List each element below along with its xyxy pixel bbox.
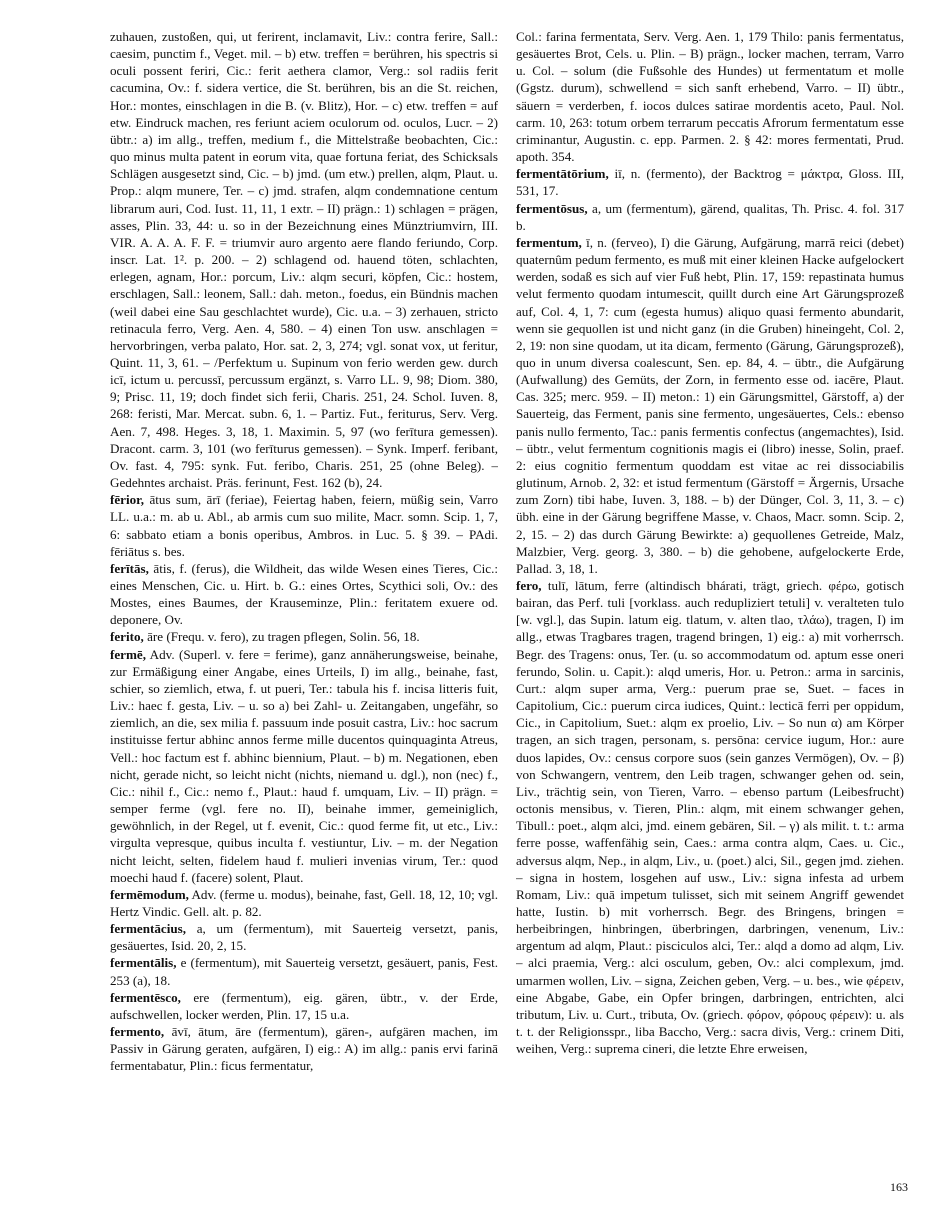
entry-text: zuhauen, zustoßen, qui, ut ferirent, inclamavit, Liv.: contra ferire, Sall.: caesim, punctim f., Veget. mil. – b) etw. treffen = berühren, his spectris si oculi possent feriri, Cic.: ferit aethera clamor, Verg.: sol radiis ferit cacumina, Ov.: f. sidera vertice, die St. berühren, bis an die St. reichen, Hor.: montes, einschlagen in die B. (v. Blitz), Hor. – c) etw. treffen = auf etw. Eindruck machen, res feriunt aciem oculorum od. oculos, Lucr. – 2) übtr.: a) im allg., treffen, medium f., die Mittelstraße beobachten, Cic.: quo minus multa patent in eorum vita, quae fortuna feriat, des Schicksals Schlägen ausgesetzt sind, Cic. – b) jmd. (um etw.) prellen, alqm, Plaut. u. Prop.: alqm munere, Ter. – c) jmd. strafen, alqm condemnatione centum librarum auri, Cod. Iust. 11, 11, 1 extr. – II) prägn.: 1) schlagen = prägen, asses, Plin. 33, 44: u. so in der Bezeichnung eines Münztriumvirn, III. VIR. A. A. A. F. F. = triumvir auro argento aere flando feriundo, Corp. inscr. Lat. 1². p. 200. – 2) schlagend od. hauend töten, schlachten, erlegen, agnam, Hor.: porcum, Liv.: alqm securi, köpfen, Cic.: hostem, erschlagen, Sall.: leonem, Sall.: dah. meton., foedus, ein Bündnis machen (weil dabei eine Sau geschlachtet wurde), Cic. u.a. – 3) zerhauen, stricto retinacula ferro, Verg. Aen. 4, 580. – 4) einen Ton usw. anschlagen = hervorbringen, verba palato, Hor. sat. 2, 3, 274; vgl. sonat vox, ut feritur, Quint. 11, 3, 61. – /Perfektum u. Supinum von ferio werden gew. durch icī, ictum u. percussī, percussum ergänzt, s. Varro LL. 9, 98; Diom. 380, 9; Prisc. 11, 19; doch findet sich ferii, Charis. 251, 24. Schol. Iuven. 8, 268: feristi, Mar. Mercat. subn. 6, 1. – Partiz. Fut., feriturus, Serv. Verg. Aen. 7, 498. Heges. 3, 18, 1. Maximin. 5, 97 (wo ferītura gemessen). Dracont. carm. 3, 101 (wo ferīturus gemessen). – Synk. Imperf. feribant, Ov. fast. 4, 795: synk. Fut. feribo, Charis. 251, 25 (ohne Beleg). – Gedehntes archaist. Präs. ferinunt, Fest. 162 (b), 24. xyxy=(110,29,498,491)
dictionary-entry xyxy=(516,165,904,199)
dictionary-entry xyxy=(110,646,498,886)
dictionary-entry xyxy=(110,954,498,988)
dictionary-entry xyxy=(516,234,904,577)
entry-headword: fērior, xyxy=(110,492,145,508)
entry-headword: fermentālis, xyxy=(110,955,177,971)
entry-headword: ferito, xyxy=(110,629,144,645)
entry-text: a, um (fermentum), gärend, qualitas, Th. Prisc. 4. fol. 317 b. xyxy=(516,200,904,233)
entry-text: tulī, lātum, ferre (altindisch bhárati, trägt, griech. φέρω, gotisch bairan, das Perf. tuli [vorklass. auch redupliziert tetuli] v. veralteten tulo [w. vgl.], das Supin. latum eig. tlatum, v. alten tlao, τλάω), tragen, I) im allg., etwas Tragbares tragen, tragend bringen, 1) eig.: a) mit vorherrsch. Begr. des Tragens: onus, Ter. (u. so accommodatum od. aptum esse oneri ferundo, Solin. u. Capit.): alqd umeris, Hor. u. Petron.: arma in sarcinis, Curt.: alqm super arma, Verg.: puerum prae se, Suet. – faces in Capitolium, Cic.: puerum circa iudices, Quint.: lecticā ferri per oppidum, Cic., in Capitolium, Suet.: alqm ex proelio, Liv. – So nun α) am Körper tragen, an sich tragen, personam, s. persōna: cervice iugum, Hor.: aure duos lapides, Ov.: census corpore suos (sein ganzes Vermögen), Ov. – β) von Schwangern, ventrem, den Leib tragen, schwanger gehen od. sein, Liv., trächtig sein, von Tieren, Varro. – ebenso partum (Leibesfrucht) octonis mensibus, v. Tieren, Plin.: alqm, mit einem schwanger gehen, Tibull.: poet., alqm alci, jmd. einem gebären, Sil. – γ) als milit. t. t.: arma ferre posse, waffenfähig sein, Caes.: arma contra alqm, Caes. u. Cic., adversus alqm, Nep., in alqm, Liv., u. (poet.) alci, Sil., gegen jmd. ziehen. – signa in hostem, losgehen auf usw., Liv.: signa infesta ad urbem Romam, Liv.: quā impetum tulisset, sich mit seinem Angriff gewendet hatte, Iustin. b) mit vorherrsch. Begr. des Bringens, bringen = herbeibringen, hinbringen, überbringen, darbringen, venenum, Liv.: argentum ad alqm, Plaut.: pisciculos alci, Ter.: alqd a domo ad alqm, Liv. – alci praemia, Verg.: alci osculum, geben, Ov.: alci complexum, jmd. umarmen wollen, Liv. – signa, Zeichen geben, Verg. – u. bes., wie φέρειν, eine Abgabe, Gabe, ein Opfer bringen, darbringen, entrichten, alci tributum, Liv. u. Curt., tributa, Ov. (griech. φόρον, φόρους φέρειν): u. als t. t. der Religionsspr., liba Baccho, Verg.: sacra divis, Verg.: crinem Diti, weihen, Verg.: suprema cineri, die letzte Ehre erweisen, xyxy=(516,578,904,1057)
dictionary-entry xyxy=(110,560,498,629)
entry-headword: fermentōsus, xyxy=(516,200,588,216)
dictionary-entry xyxy=(110,491,498,560)
right-column xyxy=(516,28,904,1178)
page-number: 163 xyxy=(890,1180,908,1194)
dictionary-entry xyxy=(516,200,904,234)
entry-headword: fermentācius, xyxy=(110,921,186,937)
entry-text: ātis, f. (ferus), die Wildheit, das wilde Wesen eines Tieres, Cic.: eines Menschen, Cic. u. Hirt. b. G.: eines Ortes, Scythici soli, Ov.: des Mostes, eines Baumes, der Krauseminze, Plin.: feritatem exuere od. deponere, Ov. xyxy=(110,560,498,628)
entry-text: ī, n. (ferveo), I) die Gärung, Aufgärung, marrā reici (debet) quaternûm pedum fermento, es muß mit einer kleinen Hacke aufgelockert werden, sodaß es sich auf vier Fuß hebt, Plin. 17, 159: repastinata humus velut fermento quodam intumescit, quillt durch eine Art Gärungsprozeß auf, Col. 4, 1, 7: cum (egesta humus) aliquo quasi fermento abundarit, wenn sie gequollen ist und nicht ganz (in die Gruben) hineingeht, Col. 2, 2, 19: non sine quodam, ut ita dicam, fermento (Gärung, Gärungsprozeß), quo in unum diversa coalescunt, Sen. ep. 84, 4. – übtr., die Aufgärung (Aufwallung) des Gemüts, der Zorn, in fermento esse od. iacēre, Plaut. Cas. 325; merc. 959. – II) meton.: 1) ein Gärungsmittel, Gärstoff, a) der Sauerteig, das Ferment, panis sine fermento, ungesäuertes, Cels.: ebenso panis nullo fermento, Tac.: panis fermentis confectus (angemachtes), Isid. – übtr., velut fermentum cognitionis magis ei (libro) inesse, Solin, praef. 2: eius cognitio fermentum quoddam est vitae ac rei dissociabilis glutinum, Arnob. 2, 32: et istud fermentum (Gärstoff = Ärgernis, Ursache zum Zorn) tibi habe, Iuven. 3, 188. – b) der Dünger, Col. 3, 11, 3. – c) übh. eine in der Gärung begriffene Masse, v. Chaos, Macr. somn. Scip. 2, 2, 15. – 2) das durch Gärung Bewirkte: a) gequollenes Getreide, Malz, Malzbier, Verg. georg. 3, 380. – b) die gehobene, aufgelockerte Erde, Pallad. 3, 18, 1. xyxy=(516,234,904,576)
entry-text: Adv. (Superl. v. fere = ferime), ganz annäherungsweise, beinahe, zur Ermäßigung einer Angabe, eines Urteils, I) im allg., beinahe, fast, schier, so ziemlich, etwa, f. ut pueri, Ter.: tabula his f. incisa litteris fuit, Liv.: haec f. gesta, Liv. – u. so a) bei Zahl- u. Zeitangaben, ungefähr, so ziemlich, an die, sex milia f. passuum inde posuit castra, Liv.: hoc sacrum instituisse fertur abhinc annos ferme mille ducentos quinquaginta Atreus, Vell.: hoc factum est f. abhinc biennium, Plaut. – b) m. Negationen, eben nicht, gerade nicht, so leicht nicht (nichts, niemand u. dgl.), non (nec) f., Cic.: nihil f., Cic.: nemo f., Plaut.: haud f. umquam, Liv. – II) prägn. = semper ferme (vgl. fere no. II), beinahe immer, gemeiniglich, gewöhnlich, in der Regel, ut f. evenit, Cic.: quod ferme fit, ut etc., Liv.: virgulta vepresque, quibus inculta f. vestiuntur, Liv. – m. der Negation nicht leicht, selten, fidelem haud f. mulieri invenias virum, Ter.: quod moechi haud f. (facere) solent, Plaut. xyxy=(110,646,498,885)
entry-text: Col.: farina fermentata, Serv. Verg. Aen. 1, 179 Thilo: panis fermentatus, gesäuertes Brot, Cels. u. Plin. – B) prägn., locker machen, terram, Varro u. Col. – solum (die Fußsohle des Hundes) ut fermentatum et molle (Ggstz. durum), schwellend = sich sanft erhebend, Varro. – II) übtr., säuern = verderben, f. iocos dulces satirae mordentis aceto, Paul. Nol. carm. 10, 263: totum orbem terrarum peccatis Afrorum fermentatum esse criminantur, Augustin. c. epp. Parmen. 2. § 42: mores fermentati, Prud. apoth. 354. xyxy=(516,29,904,165)
dictionary-entry xyxy=(516,28,904,165)
entry-headword: fermentēsco, xyxy=(110,989,181,1005)
entry-text: Adv. (ferme u. modus), beinahe, fast, Gell. 18, 12, 10; vgl. Hertz Vindic. Gell. alt. p. 82. xyxy=(110,886,498,919)
entry-headword: fermento, xyxy=(110,1024,165,1040)
entry-headword: fermē, xyxy=(110,646,146,662)
entry-text: ātus sum, ārī (feriae), Feiertag haben, feiern, müßig sein, Varro LL. u.a.: m. ab u. Abl., ab armis cum suo milite, Macr. somn. Scip. 1, 7, 6: sabbato etiam a bonis operibus, Ambros. in Luc. 5. § 39. – PAdi. fēriātus s. bes. xyxy=(110,492,498,559)
entry-text: a, um (fermentum), mit Sauerteig versetzt, panis, gesäuertes, Isid. 20, 2, 15. xyxy=(110,921,498,954)
dictionary-entry xyxy=(110,28,498,491)
dictionary-entry xyxy=(110,886,498,920)
entry-text: ere (fermentum), eig. gären, übtr., v. der Erde, aufschwellen, locker werden, Plin. 17, 15 u.a. xyxy=(110,989,498,1022)
dictionary-entry xyxy=(516,577,904,1057)
entry-headword: fero, xyxy=(516,578,542,593)
dictionary-entry xyxy=(110,628,498,645)
entry-text: āre (Frequ. v. fero), zu tragen pflegen, Solin. 56, 18. xyxy=(143,629,420,645)
entry-headword: fermentātōrium, xyxy=(516,166,609,182)
dictionary-entry xyxy=(110,920,498,954)
entry-text: āvī, ātum, āre (fermentum), gären-, aufgären machen, im Passiv in Gärung geraten, aufgären, I) eig.: A) im allg.: panis ervi farinā fermentabatur, Plin.: ficus fermentatur, xyxy=(110,1024,498,1074)
entry-text: iī, n. (fermento), der Backtrog = μάκτρα, Gloss. III, 531, 17. xyxy=(516,166,904,199)
entry-headword: fermentum, xyxy=(516,234,582,250)
left-column xyxy=(110,28,498,1178)
entry-headword: ferītās, xyxy=(110,560,149,576)
entry-headword: fermēmodum, xyxy=(110,886,189,902)
entry-text: e (fermentum), mit Sauerteig versetzt, gesäuert, panis, Fest. 253 (a), 18. xyxy=(110,955,498,988)
dictionary-entry xyxy=(110,1023,498,1074)
dictionary-entry xyxy=(110,989,498,1023)
